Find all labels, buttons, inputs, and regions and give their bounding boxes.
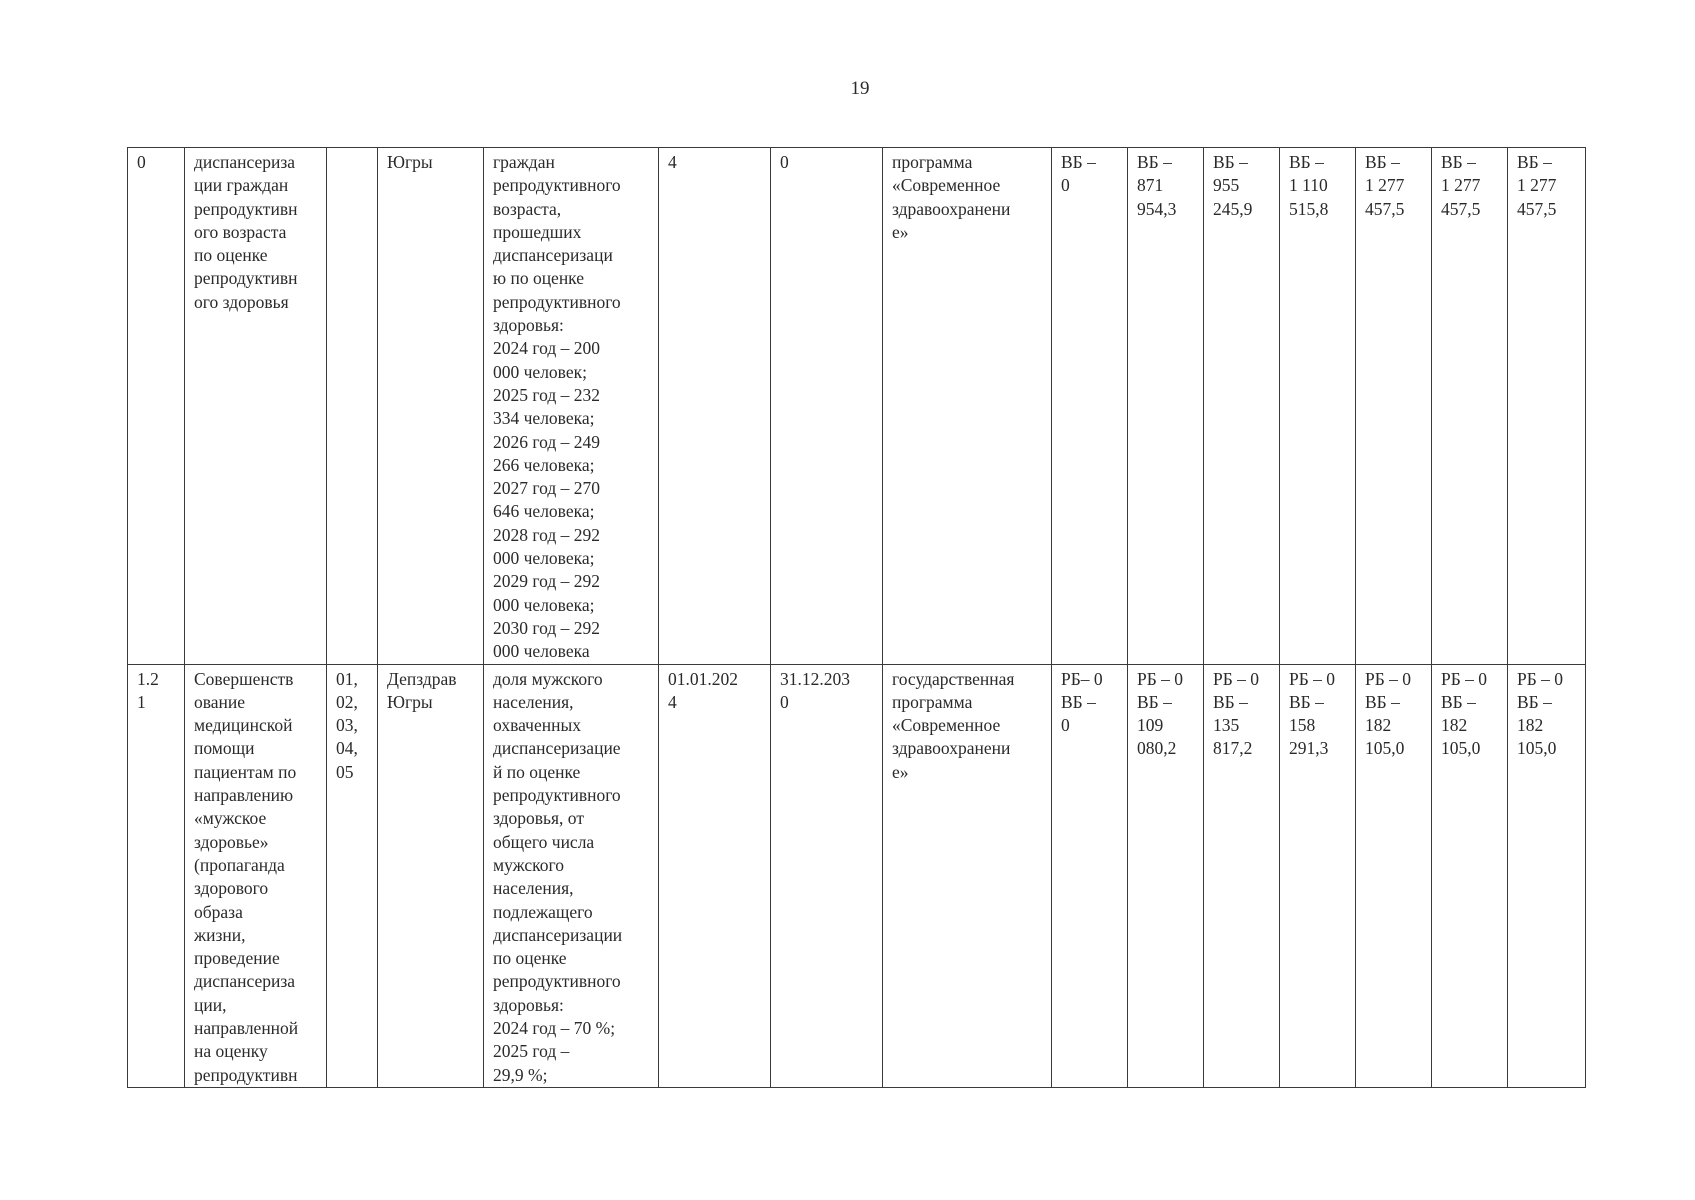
- cell-text-line: ВБ –: [1441, 691, 1476, 712]
- cell-text-line: репродуктивного: [493, 785, 621, 806]
- cell-text-line: 29,9 %;: [493, 1064, 548, 1085]
- cell-text-line: государственная: [892, 668, 1015, 689]
- table-row: [128, 148, 1586, 665]
- cell-text-line: 000 человека: [493, 641, 590, 662]
- cell-text-line: Совершенств: [194, 668, 294, 689]
- start-date-cell: [659, 148, 771, 665]
- cell-text-line: 01,: [336, 668, 358, 689]
- funding-2028-cell: [1356, 664, 1432, 1087]
- funding-2025-cell: [1128, 148, 1204, 665]
- cell-text-line: диспансеризации: [493, 924, 623, 945]
- cell-text-line: РБ– 0: [1061, 668, 1103, 689]
- program-cell: [883, 664, 1052, 1087]
- cell-text-line: репродуктивн: [194, 1064, 298, 1085]
- funding-2028-cell: [1356, 148, 1432, 665]
- funding-2027-cell: [1280, 664, 1356, 1087]
- cell-text-line: ВБ –: [1213, 152, 1248, 172]
- cell-text-line: пациентам по: [194, 761, 297, 782]
- cell-text-line: 03,: [336, 715, 358, 736]
- cell-text-line: 457,5: [1517, 198, 1557, 219]
- cell-text-line: Югры: [387, 691, 433, 712]
- cell-text-line: 0: [780, 691, 789, 712]
- cell-text-line: 04,: [336, 738, 358, 759]
- cell-text-line: 4: [668, 691, 677, 712]
- cell-text-line: ого возраста: [194, 221, 287, 242]
- cell-text-line: диспансериза: [194, 152, 296, 172]
- cell-text-line: 646 человека;: [493, 501, 595, 522]
- cell-text-line: 105,0: [1365, 738, 1405, 759]
- cell-text-line: 0: [137, 152, 146, 172]
- cell-text-line: здоровья, от: [493, 808, 584, 829]
- cell-text-line: 31.12.203: [780, 668, 850, 689]
- cell-text-line: возраста,: [493, 198, 562, 219]
- funding-2030-cell: [1508, 148, 1586, 665]
- cell-text-line: проведение: [194, 948, 280, 969]
- cell-text-line: 05: [336, 761, 354, 782]
- cell-text-line: 2025 год – 232: [493, 384, 601, 405]
- cell-text-line: 182: [1517, 715, 1544, 736]
- funding-2024-cell: [1052, 664, 1128, 1087]
- cell-text-line: здравоохранени: [892, 738, 1011, 759]
- cell-text-line: 01.01.202: [668, 668, 738, 689]
- cell-text-line: ВБ –: [1441, 152, 1476, 172]
- cell-text-line: ВБ –: [1517, 691, 1552, 712]
- end-date-cell: [771, 664, 883, 1087]
- executor-cell: [378, 148, 484, 665]
- cell-text-line: ВБ –: [1137, 152, 1172, 172]
- cell-text-line: доля мужского: [493, 668, 603, 689]
- cell-text-line: жизни,: [194, 924, 246, 945]
- funding-2024-cell: [1052, 148, 1128, 665]
- task-codes-cell: [327, 664, 378, 1087]
- cell-text-line: РБ – 0: [1213, 668, 1260, 689]
- cell-text-line: 000 человек;: [493, 361, 587, 382]
- cell-text-line: подлежащего: [493, 901, 593, 922]
- cell-text-line: 2030 год – 292: [493, 617, 601, 638]
- executor-cell: [378, 664, 484, 1087]
- cell-text-line: 457,5: [1441, 198, 1481, 219]
- cell-text-line: 0: [1061, 175, 1070, 196]
- cell-text-line: населения,: [493, 878, 574, 899]
- cell-text-line: направленной: [194, 1017, 299, 1038]
- cell-text-line: 2029 год – 292: [493, 571, 601, 592]
- cell-text-line: РБ – 0: [1517, 668, 1564, 689]
- cell-text-line: е»: [892, 221, 909, 242]
- funding-2029-cell: [1432, 664, 1508, 1087]
- cell-text-line: 4: [668, 152, 677, 172]
- cell-text-line: РБ – 0: [1289, 668, 1336, 689]
- cell-text-line: е»: [892, 761, 909, 782]
- cell-text-line: 871: [1137, 175, 1164, 196]
- cell-text-line: по оценке: [194, 245, 268, 266]
- cell-text-line: 105,0: [1441, 738, 1481, 759]
- cell-text-line: ВБ –: [1289, 691, 1324, 712]
- cell-text-line: программа: [892, 691, 973, 712]
- cell-text-line: «Современное: [892, 175, 1001, 196]
- cell-text-line: репродуктивного: [493, 971, 621, 992]
- cell-text-line: ции граждан: [194, 175, 289, 196]
- row-number-cell: [128, 148, 185, 665]
- cell-text-line: диспансеризаци: [493, 245, 613, 266]
- cell-text-line: ВБ –: [1289, 152, 1324, 172]
- cell-text-line: здоровье»: [194, 831, 269, 852]
- cell-text-line: репродуктивного: [493, 175, 621, 196]
- cell-text-line: населения,: [493, 691, 574, 712]
- cell-text-line: 000 человека;: [493, 594, 595, 615]
- cell-text-line: 0: [1061, 715, 1070, 736]
- cell-text-line: РБ – 0: [1365, 668, 1412, 689]
- cell-text-line: общего числа: [493, 831, 595, 852]
- cell-text-line: 2027 год – 270: [493, 478, 601, 499]
- cell-text-line: 182: [1365, 715, 1392, 736]
- cell-text-line: «мужское: [194, 808, 267, 829]
- cell-text-line: 080,2: [1137, 738, 1177, 759]
- cell-text-line: 0: [780, 152, 789, 172]
- cell-text-line: 817,2: [1213, 738, 1253, 759]
- cell-text-line: 1: [137, 691, 146, 712]
- cell-text-line: ю по оценке: [493, 268, 585, 289]
- funding-2026-cell: [1204, 664, 1280, 1087]
- cell-text-line: ВБ –: [1061, 152, 1096, 172]
- cell-text-line: граждан: [493, 152, 555, 172]
- cell-text-line: охваченных: [493, 715, 581, 736]
- cell-text-line: ВБ –: [1061, 691, 1096, 712]
- funding-2029-cell: [1432, 148, 1508, 665]
- cell-text-line: диспансеризацие: [493, 738, 621, 759]
- funding-2026-cell: [1204, 148, 1280, 665]
- row-number-cell: [128, 664, 185, 1087]
- cell-text-line: (пропаганда: [194, 854, 285, 875]
- indicator-cell: [484, 664, 659, 1087]
- cell-text-line: 954,3: [1137, 198, 1177, 219]
- cell-text-line: 182: [1441, 715, 1468, 736]
- cell-text-line: 2024 год – 70 %;: [493, 1017, 616, 1038]
- measure-name-cell: [185, 148, 327, 665]
- cell-text-line: направлению: [194, 785, 294, 806]
- cell-text-line: 515,8: [1289, 198, 1329, 219]
- cell-text-line: ции,: [194, 994, 227, 1015]
- funding-2027-cell: [1280, 148, 1356, 665]
- measure-name-cell: [185, 664, 327, 1087]
- cell-text-line: помощи: [194, 738, 255, 759]
- cell-text-line: 1 110: [1289, 175, 1328, 196]
- cell-text-line: 266 человека;: [493, 454, 595, 475]
- cell-text-line: мужского: [493, 854, 564, 875]
- cell-text-line: 955: [1213, 175, 1240, 196]
- cell-text-line: 245,9: [1213, 198, 1253, 219]
- cell-text-line: 105,0: [1517, 738, 1557, 759]
- cell-text-line: ВБ –: [1365, 152, 1400, 172]
- cell-text-line: 135: [1213, 715, 1240, 736]
- cell-text-line: 2025 год –: [493, 1041, 570, 1062]
- cell-text-line: на оценку: [194, 1041, 268, 1062]
- funding-2025-cell: [1128, 664, 1204, 1087]
- cell-text-line: «Современное: [892, 715, 1001, 736]
- indicator-cell: [484, 148, 659, 665]
- cell-text-line: здоровья:: [493, 315, 564, 336]
- cell-text-line: медицинской: [194, 715, 293, 736]
- cell-text-line: Югры: [387, 152, 433, 172]
- cell-text-line: Депздрав: [387, 668, 457, 689]
- cell-text-line: ВБ –: [1517, 152, 1552, 172]
- cell-text-line: здравоохранени: [892, 198, 1011, 219]
- cell-text-line: 291,3: [1289, 738, 1329, 759]
- cell-text-line: 000 человека;: [493, 548, 595, 569]
- measures-table: [127, 147, 1586, 1088]
- cell-text-line: образа: [194, 901, 243, 922]
- cell-text-line: ВБ –: [1213, 691, 1248, 712]
- task-codes-cell: [327, 148, 378, 665]
- start-date-cell: [659, 664, 771, 1087]
- cell-text-line: 158: [1289, 715, 1316, 736]
- cell-text-line: здорового: [194, 878, 269, 899]
- cell-text-line: 1 277: [1517, 175, 1557, 196]
- cell-text-line: 2028 год – 292: [493, 524, 601, 545]
- cell-text-line: 2024 год – 200: [493, 338, 601, 359]
- cell-text-line: прошедших: [493, 221, 582, 242]
- cell-text-line: здоровья:: [493, 994, 564, 1015]
- end-date-cell: [771, 148, 883, 665]
- cell-text-line: 109: [1137, 715, 1164, 736]
- cell-text-line: репродуктивн: [194, 268, 298, 289]
- cell-text-line: 1 277: [1365, 175, 1405, 196]
- cell-text-line: 334 человека;: [493, 408, 595, 429]
- cell-text-line: 1 277: [1441, 175, 1481, 196]
- table-row: [128, 664, 1586, 1087]
- cell-text-line: по оценке: [493, 948, 567, 969]
- cell-text-line: й по оценке: [493, 761, 581, 782]
- cell-text-line: 02,: [336, 691, 358, 712]
- cell-text-line: репродуктивного: [493, 291, 621, 312]
- cell-text-line: репродуктивн: [194, 198, 298, 219]
- cell-text-line: программа: [892, 152, 973, 172]
- program-cell: [883, 148, 1052, 665]
- cell-text-line: 457,5: [1365, 198, 1405, 219]
- cell-text-line: РБ – 0: [1441, 668, 1488, 689]
- cell-text-line: РБ – 0: [1137, 668, 1184, 689]
- page-number: 19: [850, 78, 870, 99]
- cell-text-line: 1.2: [137, 668, 159, 689]
- funding-2030-cell: [1508, 664, 1586, 1087]
- cell-text-line: диспансериза: [194, 971, 296, 992]
- cell-text-line: ВБ –: [1365, 691, 1400, 712]
- cell-text-line: 2026 год – 249: [493, 431, 601, 452]
- cell-text-line: ование: [194, 691, 246, 712]
- cell-text-line: ого здоровья: [194, 291, 289, 312]
- cell-text-line: ВБ –: [1137, 691, 1172, 712]
